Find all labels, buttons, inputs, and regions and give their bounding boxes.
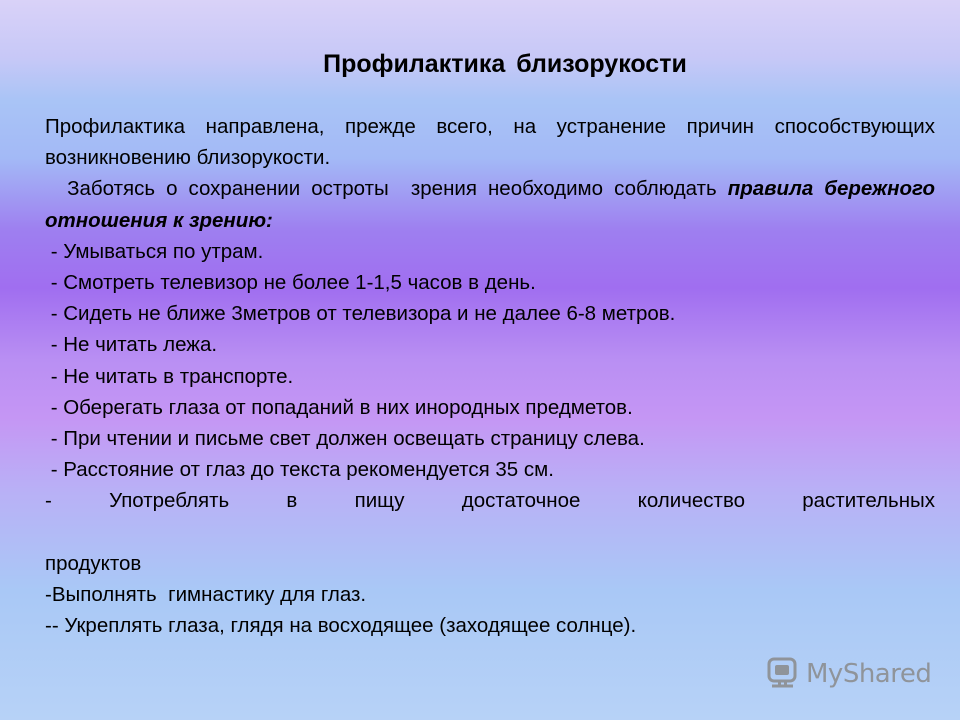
slide-title: Профилактика близорукости <box>323 50 687 78</box>
myshared-logo-icon <box>766 655 800 694</box>
rule-item: - Не читать лежа. <box>45 333 218 357</box>
care-paragraph <box>45 173 941 235</box>
rule-sun: -- Укреплять глаза, глядя на восходящее (заходящее солнце). <box>45 614 637 638</box>
rule-item: - Оберегать глаза от попаданий в них инородных предметов. <box>45 395 633 419</box>
intro-paragraph: Профилактика направлена, прежде всего, на устранение причин способствующих возникновению близорукости. <box>45 115 935 170</box>
rule-item: - Сидеть не ближе 3метров от телевизора и не далее 6-8 метров. <box>45 302 676 326</box>
rule-item: - При чтении и письме свет должен освещать страницу слева. <box>45 427 645 451</box>
rule-plants-line2: продуктов <box>45 551 142 575</box>
slide-body <box>45 111 941 641</box>
rule-gymnastics: -Выполнять гимнастику для глаз. <box>45 583 367 607</box>
care-emphasis-text: правила бережного отношения к зрению: <box>45 177 941 232</box>
rule-item: - Расстояние от глаз до текста рекомендуется 35 см. <box>45 458 554 482</box>
rule-item: - Умываться по утрам. <box>45 239 264 263</box>
care-lead-text: Заботясь о сохранении остроты зрения необходимо соблюдать <box>45 177 728 201</box>
rule-item: - Не читать в транспорте. <box>45 364 294 388</box>
watermark-text: MyShared <box>806 659 932 689</box>
watermark <box>766 657 931 691</box>
rule-plants-line1: - Употреблять в пищу достаточное количество растительных <box>45 489 935 513</box>
rule-item: - Смотреть телевизор не более 1-1,5 часов в день. <box>45 271 536 295</box>
